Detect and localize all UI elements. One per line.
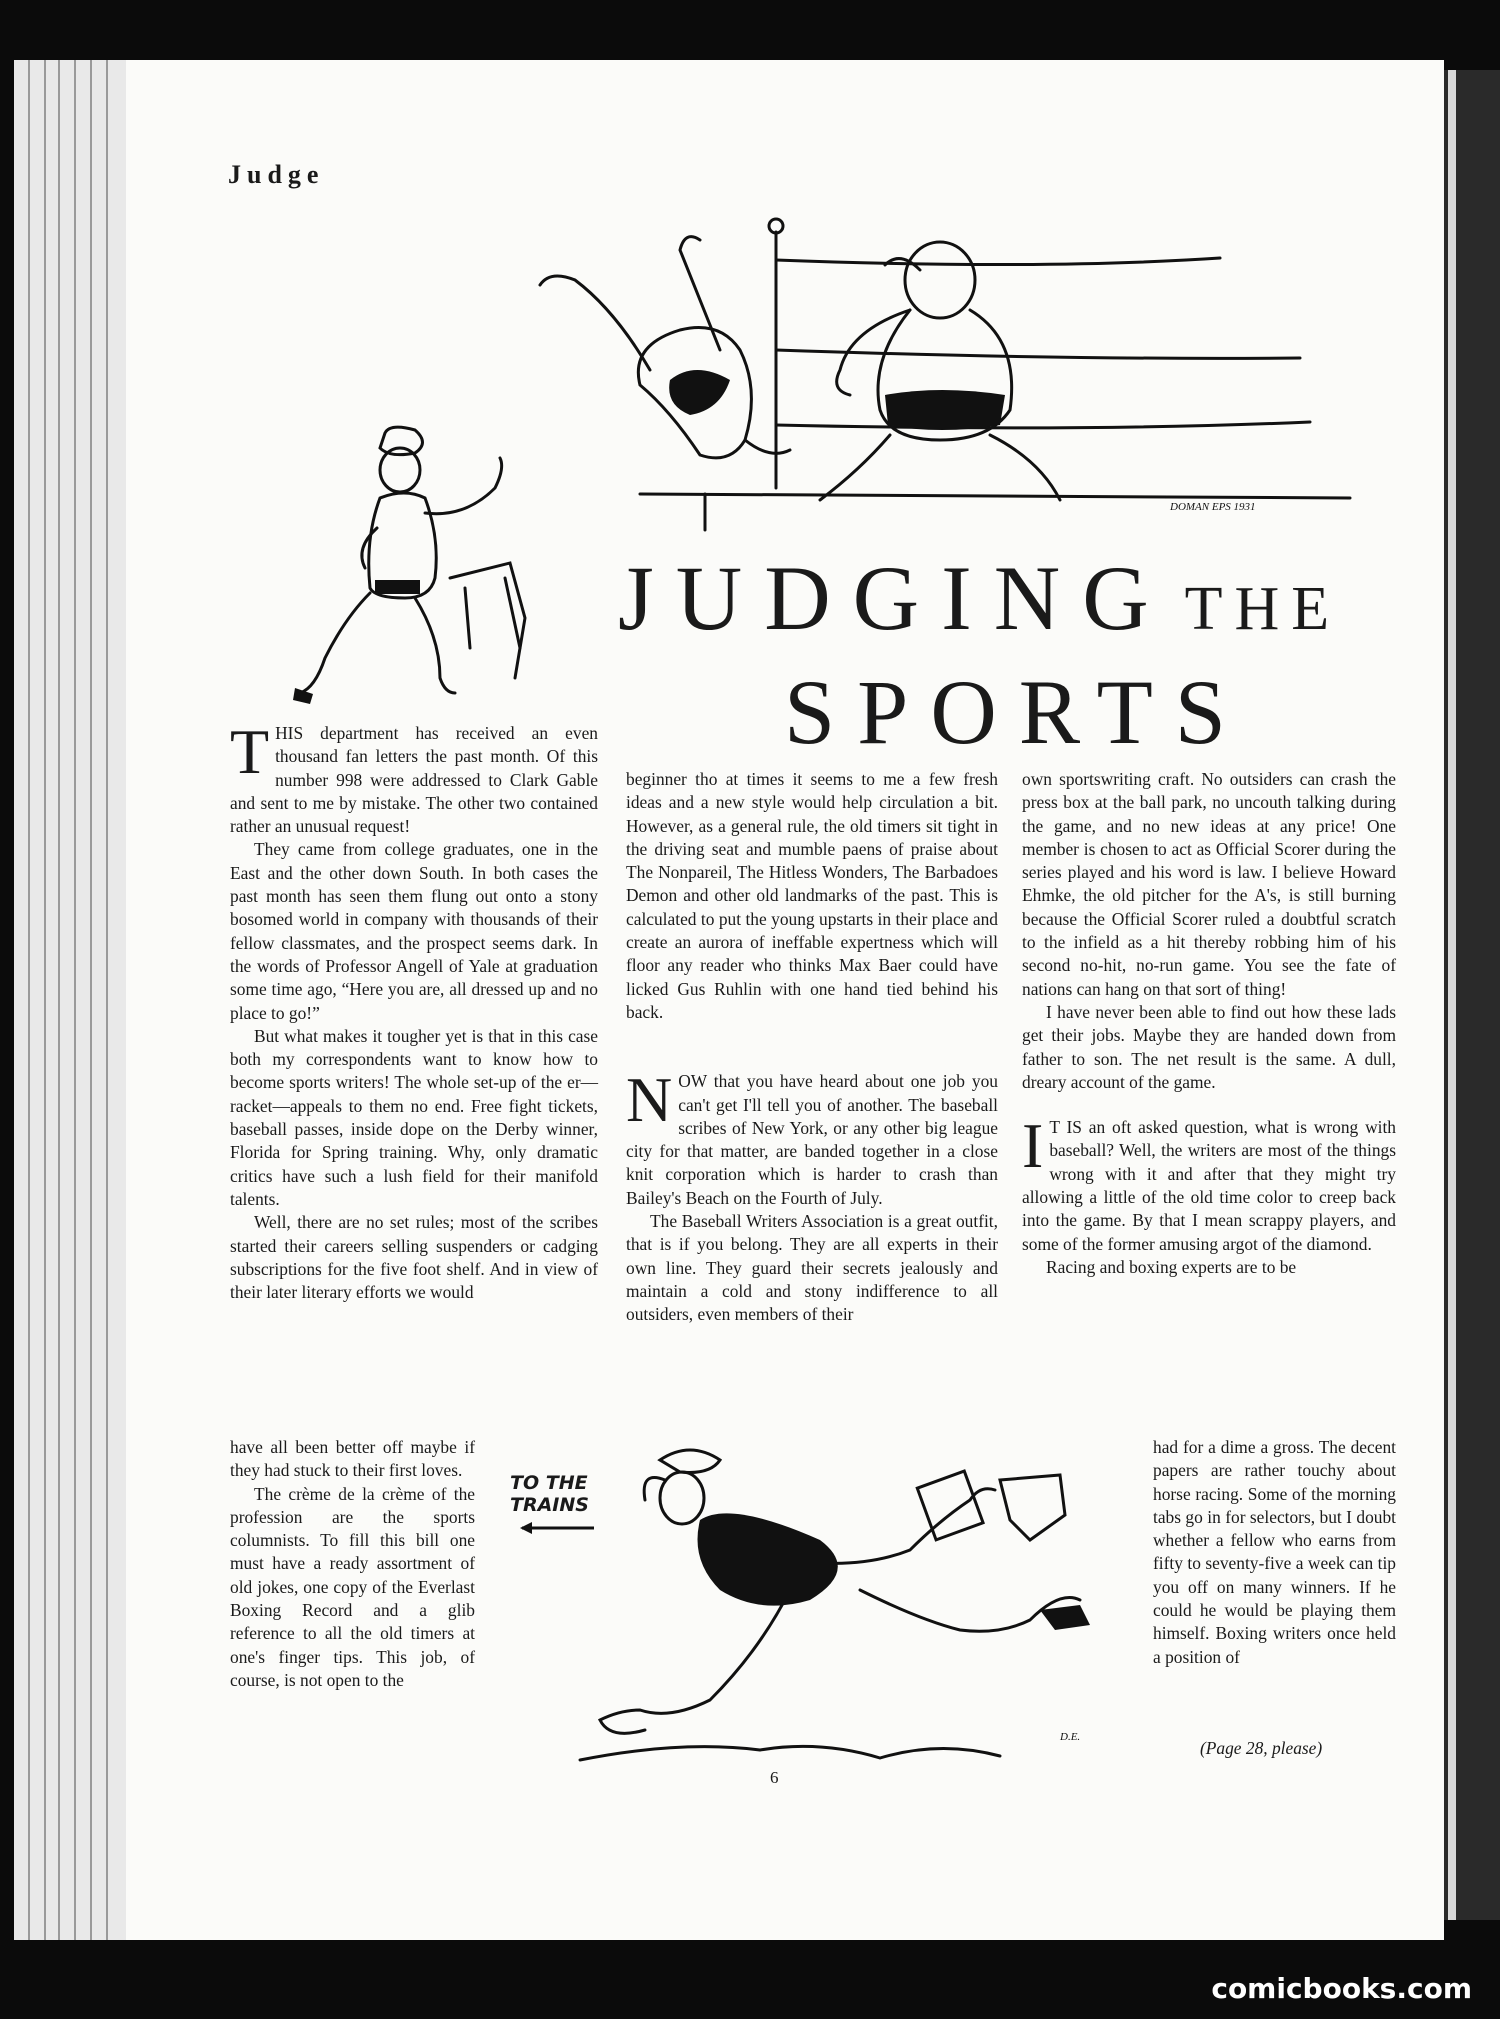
paragraph: They came from college graduates, one in the East and the other down South. In both cases the past month has seen them flung out onto a stony bosomed world in company with thousands of their fellow classmates, and the prospect seems dark. In the words of Professor Angell of Yale at graduation some time ago, “Here you are, all dressed up and no place to go!” bbox=[230, 839, 598, 1023]
paragraph: Well, there are no set rules; most of the scribes started their careers selling suspenders or cadging subscriptions for the five foot shelf. And in view of their later literary efforts we would bbox=[230, 1212, 598, 1303]
paragraph: THIS department has received an even thousand fan letters the past month. Of this number 998 were addressed to Clark Gable and sent to me by mistake. The other two contained rather an unusual request! bbox=[230, 716, 598, 837]
drop-cap: N bbox=[626, 1064, 673, 1136]
facing-page-edge bbox=[1444, 70, 1500, 1920]
paragraph: have all been better off maybe if they had stuck to their first loves. bbox=[230, 1437, 475, 1481]
paragraph: I have never been able to find out how these lads get their jobs. Maybe they are handed down from father to son. The net result is the same. A dull, dreary account of the game. bbox=[1022, 1001, 1396, 1092]
paragraph: I T IS an oft asked question, what is wrong with baseball? Well, the writers are most of the things wrong with it and after that they might try allowing a little of the old time color to creep back into the game. By that I mean scrappy players, and some of the former amusing argot of the diamond. bbox=[1022, 1110, 1396, 1254]
title-the: THE bbox=[1184, 575, 1342, 643]
paragraph: had for a dime a gross. The decent papers are rather touchy about horse racing. Some of the morning tabs go in for selectors, but I doubt whether a fellow who earns from fifty to seventy-five a week can tip you off on many winners. If he could he would be playing them himself. Boxing writers once held a position of bbox=[1153, 1437, 1396, 1667]
title-judging: JUDGING bbox=[618, 547, 1171, 649]
paragraph: The crème de la crème of the profession are the sports columnists. To fill this bill one must have a ready assortment of old jokes, one copy of the Everlast Boxing Record and a glib reference to all the old timers at one's finger tips. This job, of course, is not open to the bbox=[230, 1483, 475, 1690]
paragraph: own sportswriting craft. No outsiders can crash the press box at the ball park, no uncouth talking during the game, and no new ideas at any price! One member is chosen to act as Official Scorer during the series played and his word is law. I believe Howard Ehmke, the old pitcher for the A's, is still burning because the Official Scorer ruled a doubtful scratch to the infield as a hit thereby robbing him of his second no-hit, no-run game. You see the fate of nations can hang on that sort of thing! bbox=[1022, 769, 1396, 999]
wrestling-signature: DOMAN EPS 1931 bbox=[1170, 501, 1256, 513]
column-3 bbox=[1022, 768, 1396, 1279]
column-3-continued bbox=[1153, 1436, 1396, 1669]
running-man-illustration bbox=[560, 1440, 1160, 1770]
column-2 bbox=[626, 768, 998, 1327]
watermark: comicbooks.com bbox=[1211, 1972, 1472, 2005]
paragraph: The Baseball Writers Association is a great outfit, that is if you belong. They are all experts in their own line. They guard their secrets jealously and maintain a cold and stony indifference to all outsiders, even members of their bbox=[626, 1211, 998, 1325]
column-1 bbox=[230, 716, 598, 1304]
page-stack-edge bbox=[14, 60, 128, 1940]
runner-signature: D.E. bbox=[1060, 1731, 1081, 1743]
paragraph: beginner tho at times it seems to me a few fresh ideas and a new style would help circulation a bit. However, as a general rule, the old timers sit tight in the driving seat and mumble paens of praise about The Nonpareil, The Hitless Wonders, The Barbadoes Demon and other old landmarks of the past. This is calculated to put the young upstarts in their place and create an aurora of ineffable expertness which will floor any reader who thinks Max Baer could have licked Gus Ruhlin with one hand tied behind his back. bbox=[626, 769, 998, 1022]
magazine-header: Judge bbox=[228, 160, 325, 189]
paragraph: Racing and boxing experts are to be bbox=[1046, 1256, 1297, 1277]
article-title-line2: SPORTS bbox=[784, 661, 1248, 763]
article-title-line1 bbox=[618, 547, 1342, 649]
continued-note: (Page 28, please) bbox=[1200, 1738, 1323, 1758]
wrestling-ring-illustration bbox=[520, 210, 1360, 540]
paragraph: But what makes it tougher yet is that in this case both my correspondents want to know how to become sports writers! The whole set-up of the er—racket—appeals to them no end. Free fight tickets, baseball passes, inside dope on the Derby winner, Florida for Spring training. Why, only dramatic critics have such a lush field for their manifold talents. bbox=[230, 1025, 598, 1209]
column-1-continued bbox=[230, 1436, 475, 1692]
paragraph: NOW that you have heard about one job you can't get I'll tell you of another. The baseball scribes of New York, or any other big league city for that matter, are banded together in a close knit corporation which is harder to crash than Bailey's Beach on the Fourth of July. bbox=[626, 1064, 998, 1208]
seated-judge-illustration bbox=[265, 418, 535, 708]
to-the-trains-sign: TO THE TRAINS bbox=[510, 1472, 589, 1516]
drop-cap: T bbox=[230, 716, 270, 787]
page-number: 6 bbox=[770, 1768, 779, 1787]
drop-cap: I bbox=[1022, 1110, 1044, 1182]
